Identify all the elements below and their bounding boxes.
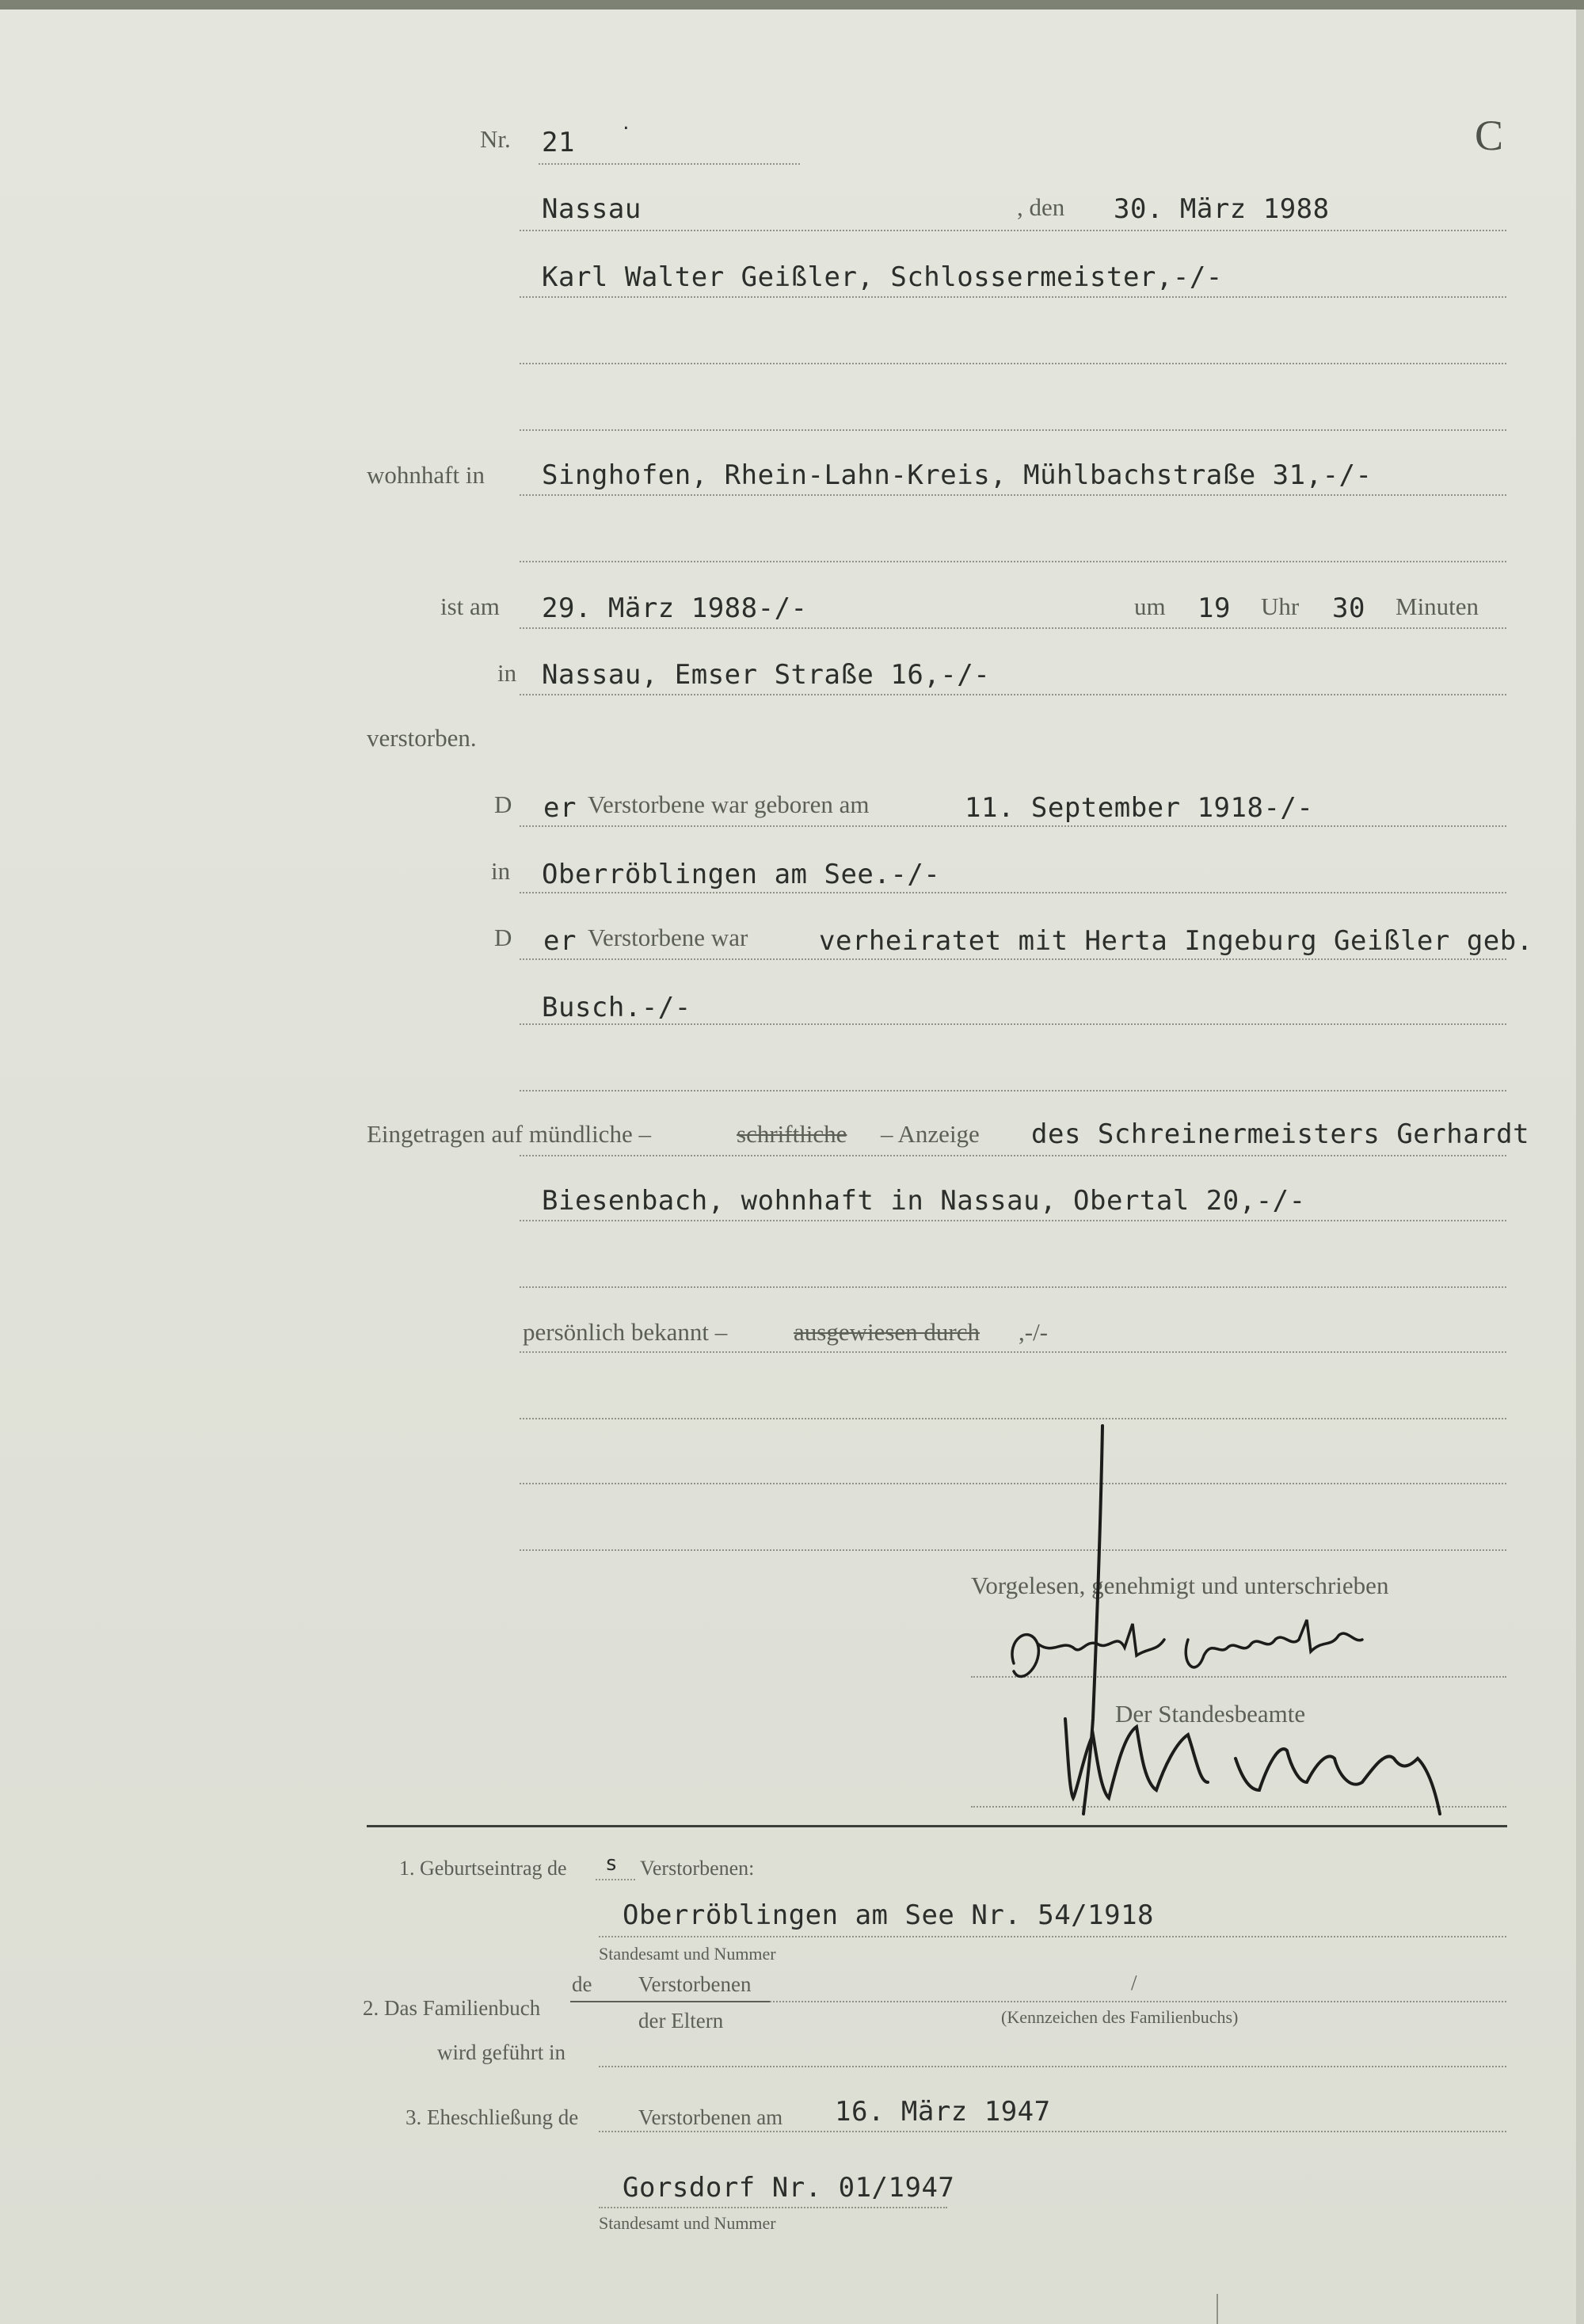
death-date-line [520,627,1506,629]
tick-mark: ․ [623,111,630,135]
page-fold-mark [1217,2294,1218,2324]
item3-line [599,2131,1506,2132]
item3-mid: Verstorbenen am [638,2105,783,2129]
item2-label: 2. Das Familienbuch [363,1996,541,2020]
known-suffix: ,-/- [1019,1318,1049,1346]
marital-line-rule-1 [520,958,1506,960]
item2-line-2 [599,2066,1506,2067]
marital-line-2: Busch.-/- [542,992,691,1023]
death-place: Nassau, Emser Straße 16,-/- [542,659,991,691]
item1-s-line [596,1879,635,1880]
name-line-1 [520,296,1506,298]
wohnhaft-label: wohnhaft in [367,461,485,489]
item1-label: 1. Geburtseintrag de [399,1857,567,1880]
marriage-date: 16. März 1947 [835,2096,1051,2128]
deceased-residence: Singhofen, Rhein-Lahn-Kreis, Mühlbachstraße 31,-/- [542,459,1373,491]
marriage-register-line [599,2207,947,2208]
standesamt-label-1: Standesamt und Nummer [599,1944,776,1964]
birth-d-prefix: D [494,791,512,818]
item2-fraction-bar [570,2001,770,2002]
standesamt-label-2: Standesamt und Nummer [599,2213,776,2233]
item3-label: 3. Eheschließung de [406,2105,579,2129]
marital-d-prefix: D [494,924,512,951]
deceased-name: Karl Walter Geißler, Schlossermeister,-/- [542,261,1223,293]
informant-rule-3 [520,1286,1506,1288]
birth-in-label: in [491,857,511,885]
informant-rule-1 [520,1155,1506,1156]
page-right-edge [1576,10,1584,2324]
death-hour: 19 [1198,592,1231,624]
birth-register-line [599,1936,1506,1937]
nr-value: 21 [542,127,575,158]
marriage-register: Gorsdorf Nr. 01/1947 [623,2172,955,2204]
ist-am-label: ist am [440,592,500,620]
name-line-2 [520,363,1506,364]
um-label: um [1134,592,1166,620]
known-struck: ausgewiesen durch [794,1318,980,1346]
death-place-line [520,694,1506,695]
item2-verstorbenen: Verstorbenen [638,1972,752,1996]
birth-place-line [520,892,1506,893]
item2-wird: wird geführt in [437,2040,565,2064]
death-date: 29. März 1988-/- [542,592,808,624]
section-separator [367,1825,1507,1827]
informant-line-2: Biesenbach, wohnhaft in Nassau, Obertal 20,-/- [542,1185,1306,1217]
marital-er: er [543,925,577,957]
scan-top-edge [0,0,1584,10]
known-label: persönlich bekannt – [523,1318,728,1346]
birth-register: Oberröblingen am See Nr. 54/1918 [623,1899,1155,1931]
informant-rule-2 [520,1220,1506,1221]
item2-slash: / [1131,1971,1137,1994]
registration-label-end: – Anzeige [881,1120,980,1148]
registrar-label: Der Standesbeamte [1115,1700,1306,1728]
marital-line-1: verheiratet mit Herta Ingeburg Geißler geb. [819,925,1533,957]
document-page [0,10,1584,2324]
registration-struck: schriftliche [737,1120,847,1148]
marital-label: Verstorbene war [588,924,748,951]
read-approved-label: Vorgelesen, genehmigt und unterschrieben [971,1572,1389,1599]
birth-er: er [543,792,577,824]
registry-date: 30. März 1988 [1114,193,1330,225]
registrar-signature [1061,1418,1505,1877]
registry-place: Nassau [542,193,642,225]
series-letter: C [1475,112,1504,159]
birth-date-line [520,825,1506,827]
registration-label-start: Eingetragen auf mündliche – [367,1120,651,1148]
nr-label: Nr. [480,125,511,153]
name-line-3 [520,429,1506,431]
minuten-label: Minuten [1396,592,1479,620]
informant-line-1: des Schreinermeisters Gerhardt [1031,1118,1530,1150]
item2-eltern: der Eltern [638,2009,724,2033]
marital-line-rule-2 [520,1023,1506,1025]
death-in-label: in [497,659,517,687]
verstorben-label: verstorben. [367,724,477,752]
residence-line-1 [520,494,1506,496]
uhr-label: Uhr [1261,592,1300,620]
birth-date: 11. September 1918-/- [965,792,1314,824]
item1-suffix: Verstorbenen: [640,1857,755,1880]
known-rule-1 [520,1351,1506,1353]
death-minutes: 30 [1332,592,1365,624]
nr-line [539,163,800,165]
birth-place: Oberröblingen am See.-/- [542,859,941,890]
residence-line-2 [520,561,1506,562]
item2-kennzeichen: (Kennzeichen des Familienbuchs) [1001,2007,1239,2027]
place-date-line [520,230,1506,231]
item1-s: s [605,1852,619,1876]
item2-de: de [572,1972,592,1996]
den-label: , den [1017,193,1065,221]
marital-line-rule-3 [520,1090,1506,1092]
birth-label: Verstorbene war geboren am [588,791,870,818]
